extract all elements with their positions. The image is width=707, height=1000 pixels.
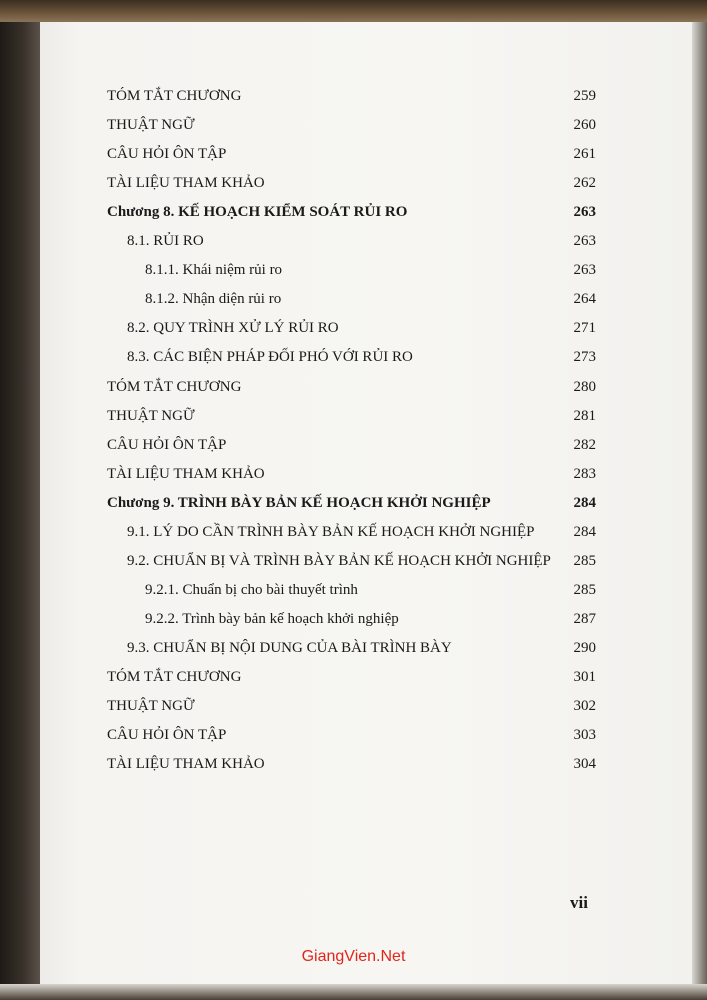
toc-entry-page: 285 bbox=[573, 552, 596, 569]
toc-entry-title: TÓM TẮT CHƯƠNG bbox=[107, 378, 242, 395]
toc-entry-title: CÂU HỎI ÔN TẬP bbox=[107, 436, 227, 453]
toc-entry bbox=[107, 437, 596, 463]
toc-entry-title: THUẬT NGỮ bbox=[107, 407, 195, 424]
toc-entry-title: TÀI LIỆU THAM KHẢO bbox=[107, 175, 265, 192]
toc-entry-title: TÓM TẮT CHƯƠNG bbox=[107, 88, 242, 104]
toc-entry bbox=[145, 262, 596, 288]
toc-entry bbox=[107, 175, 596, 201]
toc-entry-title: 9.2. CHUẨN BỊ VÀ TRÌNH BÀY BẢN KẾ HOẠCH KHỞI NGHIỆP bbox=[127, 552, 551, 569]
toc-entry bbox=[127, 553, 596, 579]
toc-entry-page: 304 bbox=[573, 756, 596, 773]
toc-entry bbox=[127, 640, 596, 666]
toc-entry bbox=[127, 524, 596, 550]
watermark-text: GiangVien.Net bbox=[301, 948, 406, 965]
toc-entry-page: 284 bbox=[573, 523, 596, 540]
toc-entry-page: 282 bbox=[573, 436, 596, 453]
toc-entry-title: 8.1. RỦI RO bbox=[127, 233, 204, 250]
toc-entry bbox=[107, 88, 596, 114]
toc-entry bbox=[107, 669, 596, 695]
toc-entry bbox=[107, 379, 596, 405]
toc-entry-title: 8.1.2. Nhận diện rủi ro bbox=[145, 291, 282, 308]
toc-entry-title: 9.1. LÝ DO CẦN TRÌNH BÀY BẢN KẾ HOẠCH KHỞI NGHIỆP bbox=[127, 523, 535, 540]
toc-entry-title: 9.3. CHUẨN BỊ NỘI DUNG CỦA BÀI TRÌNH BÀY bbox=[127, 639, 452, 656]
toc-entry-page: 281 bbox=[573, 407, 596, 424]
toc-entry-page: 287 bbox=[573, 610, 596, 627]
toc-entry bbox=[107, 146, 596, 172]
toc-entry bbox=[107, 756, 596, 782]
toc-entry-page: 284 bbox=[573, 494, 596, 511]
toc-entry bbox=[145, 611, 596, 637]
toc-entry bbox=[107, 466, 596, 492]
toc-entry-page: 263 bbox=[573, 262, 596, 279]
toc-entry-title: TÀI LIỆU THAM KHẢO bbox=[107, 465, 265, 482]
toc-entry-page: 262 bbox=[573, 175, 596, 192]
toc-entry-title: Chương 8. KẾ HOẠCH KIỂM SOÁT RỦI RO bbox=[107, 204, 408, 221]
toc-entry-page: 285 bbox=[573, 581, 596, 598]
toc-entry bbox=[127, 349, 596, 375]
toc-entry bbox=[107, 117, 596, 143]
toc-entry-title: CÂU HỎI ÔN TẬP bbox=[107, 727, 227, 744]
toc-entry-title: TÀI LIỆU THAM KHẢO bbox=[107, 756, 265, 773]
toc-entry bbox=[107, 698, 596, 724]
toc-entry-page: 290 bbox=[573, 639, 596, 656]
toc-entry-page: 263 bbox=[573, 204, 596, 221]
toc-entry bbox=[107, 495, 596, 521]
page-number: vii bbox=[570, 893, 588, 912]
toc-entry-title: CÂU HỎI ÔN TẬP bbox=[107, 146, 227, 163]
toc-entry-page: 261 bbox=[573, 146, 596, 163]
toc-entry-title: 8.1.1. Khái niệm rủi ro bbox=[145, 262, 283, 279]
toc-entry-title: THUẬT NGỮ bbox=[107, 698, 195, 715]
toc-entry bbox=[145, 582, 596, 608]
toc-entry-page: 260 bbox=[573, 117, 596, 134]
toc-entry-title: Chương 9. TRÌNH BÀY BẢN KẾ HOẠCH KHỞI NGHIỆP bbox=[107, 494, 491, 511]
toc-entry-page: 264 bbox=[573, 291, 596, 308]
toc-entry bbox=[107, 408, 596, 434]
toc-entry bbox=[107, 727, 596, 753]
toc-entry bbox=[127, 233, 596, 259]
book-spine-shadow bbox=[0, 0, 40, 1000]
page-edge-right bbox=[692, 0, 707, 1000]
toc-entry-page: 271 bbox=[573, 320, 596, 337]
toc-entry-page: 302 bbox=[573, 698, 596, 715]
toc-entry-page: 283 bbox=[573, 465, 596, 482]
page-edge-top bbox=[0, 0, 707, 22]
document-page bbox=[40, 0, 692, 1000]
toc-entry bbox=[107, 204, 596, 230]
toc-entry-page: 280 bbox=[573, 378, 596, 395]
toc-entry-page: 303 bbox=[573, 727, 596, 744]
toc-entry-title: 9.2.2. Trình bày bản kế hoạch khởi nghiệp bbox=[145, 610, 399, 627]
toc-entry bbox=[145, 291, 596, 317]
toc-entry-page: 301 bbox=[573, 669, 596, 685]
toc-entry-page: 273 bbox=[573, 349, 596, 366]
toc-entry-page: 263 bbox=[573, 233, 596, 250]
toc-entry-title: 9.2.1. Chuẩn bị cho bài thuyết trình bbox=[145, 581, 358, 598]
toc-entry-title: TÓM TẮT CHƯƠNG bbox=[107, 669, 242, 685]
toc-entry-title: 8.2. QUY TRÌNH XỬ LÝ RỦI RO bbox=[127, 320, 339, 337]
toc-entry bbox=[127, 320, 596, 346]
toc-entry-title: THUẬT NGỮ bbox=[107, 117, 195, 134]
page-edge-bottom bbox=[0, 984, 707, 1000]
toc-entry-page: 259 bbox=[573, 88, 596, 104]
toc-entry-title: 8.3. CÁC BIỆN PHÁP ĐỐI PHÓ VỚI RỦI RO bbox=[127, 349, 413, 366]
